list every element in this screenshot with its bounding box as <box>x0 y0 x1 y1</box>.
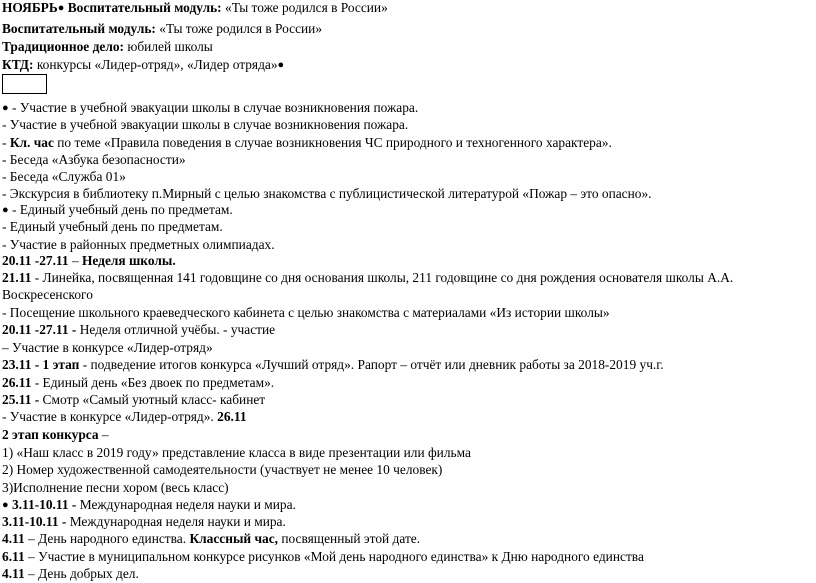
stage1-text: - подведение итогов конкурса «Лучший отряд». Рапорт – отчёт или дневник работы за 2018-2019 уч.г. <box>79 357 664 372</box>
olympiad-line <box>2 237 275 253</box>
science-date: 3.11-10.11 - <box>2 514 67 529</box>
unity-date: 4.11 <box>2 531 25 546</box>
dash: – <box>68 253 82 268</box>
evac-line <box>2 117 408 133</box>
talk1-line <box>2 152 186 168</box>
bullet-icon: ● <box>2 102 9 114</box>
evac-text: - Участие в учебной эвакуации школы в случае возникновения пожара. <box>12 100 419 115</box>
kind-date: 4.11 <box>2 566 25 581</box>
item2-text: 2) Номер художественной самодеятельности (участвует не менее 10 человек) <box>2 462 443 477</box>
unity-tail: посвященный этой дате. <box>278 531 421 546</box>
class-hour-label: Кл. час <box>9 135 54 150</box>
ktd-line <box>2 57 284 74</box>
school-week-date: 20.11 -27.11 <box>2 253 69 268</box>
stage2-label: 2 этап конкурса <box>2 427 99 442</box>
stage1-date: 23.11 - 1 этап <box>2 357 80 372</box>
nodeuce-line <box>2 375 274 391</box>
drawing-line <box>2 549 644 565</box>
science-line <box>2 514 286 530</box>
bullet-icon: ● <box>57 2 65 14</box>
class-hour-line: - Кл. час по теме «Правила поведения в случае возникновения ЧС природного и техногенного характера». <box>2 135 612 150</box>
school-week-label: Неделя школы. <box>81 253 176 268</box>
science-text: Международная неделя науки и мира. <box>66 514 286 529</box>
excellent-text: Неделя отличной учёбы. - участие <box>76 322 276 337</box>
study-day-line <box>2 219 223 235</box>
month-heading-line <box>2 0 388 17</box>
item1-text: 1) «Наш класс в 2019 году» представление класса в виде презентации или фильма <box>2 445 471 460</box>
evac-text: - Участие в учебной эвакуации школы в случае возникновения пожара. <box>2 117 409 132</box>
talk2-line <box>2 169 126 185</box>
lineup-line <box>2 270 733 286</box>
leader-contest-text: – Участие в конкурсе «Лидер-отряд» <box>2 340 213 355</box>
cozy-text: Смотр «Самый уютный класс- кабинет <box>39 392 266 407</box>
tradition-line <box>2 39 213 55</box>
excellent-date: 20.11 -27.11 - <box>2 322 77 337</box>
bullet-icon: ● <box>2 204 9 216</box>
ktd-label: КТД: <box>2 57 34 72</box>
lineup-text: - Линейка, посвященная 141 годовщине со дня основания школы, 211 годовщине со дня рождения основателя школы А.А. <box>31 270 734 285</box>
cozy-line <box>2 392 265 408</box>
science-line-bullet <box>2 497 296 514</box>
lineup-date: 21.11 <box>2 270 32 285</box>
stage1-line <box>2 357 664 373</box>
module-value: «Ты тоже родился в России» <box>159 21 323 36</box>
dash: – <box>98 427 109 442</box>
evac-line-bullet <box>2 100 418 117</box>
module-label: Воспитательный модуль: <box>2 21 156 36</box>
kind-text: – День добрых дел. <box>24 566 139 581</box>
cozy-date: 25.11 - <box>2 392 40 407</box>
module-line <box>2 21 322 37</box>
science-date: 3.11-10.11 - <box>12 497 77 512</box>
month-title: НОЯБРЬ <box>2 0 58 15</box>
bullet-icon: ● <box>2 499 9 511</box>
leader-contest-line <box>2 340 213 356</box>
drawing-text: – Участие в муниципальном конкурсе рисунков «Мой день народного единства» к Дню народного единства <box>24 549 644 564</box>
study-day-text: - Единый учебный день по предметам. <box>12 202 233 217</box>
module-value: «Ты тоже родился в России» <box>225 0 388 15</box>
class-hour-text: по теме «Правила поведения в случае возникновения ЧС природного и техногенного характера». <box>53 135 612 150</box>
school-week-line <box>2 253 176 269</box>
study-day-text: - Единый учебный день по предметам. <box>2 219 223 234</box>
unity-text: – День народного единства. <box>24 531 190 546</box>
study-day-line-bullet <box>2 202 233 219</box>
lineup-cont-line <box>2 287 93 303</box>
item3-line <box>2 480 229 496</box>
item3-text: 3)Исполнение песни хором (весь класс) <box>2 480 229 495</box>
leader2-text: - Участие в конкурсе «Лидер-отряд». <box>2 409 218 424</box>
museum-line <box>2 305 610 321</box>
kind-line <box>2 566 139 582</box>
item2-line <box>2 462 442 478</box>
module-label: Воспитательный модуль: <box>67 0 222 15</box>
item1-line <box>2 445 471 461</box>
excursion-text: - Экскурсия в библиотеку п.Мирный с целью знакомства с публицистической литературой «Пожар – это опасно». <box>2 186 652 201</box>
lineup-cont-text: Воскресенского <box>2 287 93 302</box>
leader2-date: 26.11 <box>217 409 247 424</box>
tradition-label: Традиционное дело: <box>2 39 124 54</box>
drawing-date: 6.11 <box>2 549 25 564</box>
olympiad-text: - Участие в районных предметных олимпиадах. <box>2 237 275 252</box>
nodeuce-date: 26.11 <box>2 375 32 390</box>
stage2-line <box>2 427 109 443</box>
museum-text: - Посещение школьного краеведческого кабинета с целью знакомства с материалами «Из истории школы» <box>2 305 610 320</box>
empty-box <box>2 74 47 94</box>
excursion-line <box>2 186 652 202</box>
tradition-value: юбилей школы <box>127 39 213 54</box>
science-text: Международная неделя науки и мира. <box>76 497 296 512</box>
ktd-value: конкурсы «Лидер-отряд», «Лидер отряда» <box>36 57 278 72</box>
talk2-text: - Беседа «Служба 01» <box>2 169 126 184</box>
leader2-line <box>2 409 247 425</box>
bullet-icon: ● <box>277 59 285 71</box>
excellent-line <box>2 322 275 338</box>
nodeuce-text: - Единый день «Без двоек по предметам». <box>31 375 275 390</box>
talk1-text: - Беседа «Азбука безопасности» <box>2 152 186 167</box>
unity-bold: Классный час, <box>189 531 279 546</box>
unity-line <box>2 531 420 547</box>
